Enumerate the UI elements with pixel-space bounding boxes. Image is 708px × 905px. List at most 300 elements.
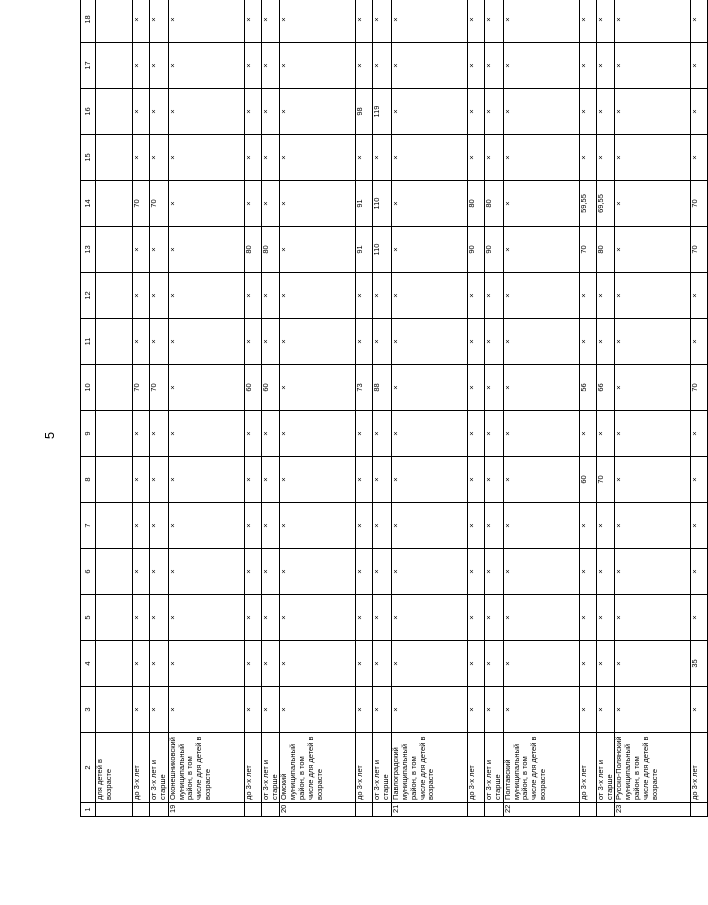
value-cell: × [615, 549, 691, 595]
value-cell: × [244, 181, 261, 227]
value-cell: × [280, 273, 356, 319]
value-cell: × [133, 135, 150, 181]
value-cell: × [392, 273, 468, 319]
row-number-cell: 23 [615, 803, 691, 817]
value-cell: 70 [133, 365, 150, 411]
value-cell: × [615, 503, 691, 549]
value-cell: × [503, 457, 579, 503]
value-cell: × [150, 227, 169, 273]
value-cell: × [392, 365, 468, 411]
value-cell: × [150, 687, 169, 733]
value-cell: × [280, 0, 356, 43]
table-row [150, 0, 169, 817]
row-label-cell: Павлоградский муниципальный район, в том числе для детей в возрасте [392, 733, 468, 803]
value-cell: × [356, 319, 373, 365]
value-cell [96, 549, 133, 595]
value-cell: × [244, 687, 261, 733]
value-cell: × [373, 595, 392, 641]
value-cell: 70 [691, 181, 708, 227]
value-cell: × [503, 0, 579, 43]
value-cell: × [280, 457, 356, 503]
value-cell: 91 [356, 181, 373, 227]
value-cell: × [133, 687, 150, 733]
value-cell: × [392, 411, 468, 457]
value-cell: 110 [373, 181, 392, 227]
table-row [133, 0, 150, 817]
value-cell: × [503, 43, 579, 89]
value-cell: × [468, 549, 485, 595]
value-cell: × [596, 135, 615, 181]
value-cell: × [373, 319, 392, 365]
value-cell: × [468, 365, 485, 411]
value-cell: 66 [596, 365, 615, 411]
value-cell: × [244, 641, 261, 687]
table-row [373, 0, 392, 817]
value-cell: × [691, 273, 708, 319]
value-cell: × [485, 641, 504, 687]
value-cell: × [280, 365, 356, 411]
value-cell: × [133, 549, 150, 595]
value-cell: × [150, 89, 169, 135]
value-cell: × [261, 43, 280, 89]
value-cell: × [468, 319, 485, 365]
table-row [356, 0, 373, 817]
value-cell: × [244, 411, 261, 457]
value-cell: × [356, 411, 373, 457]
value-cell: × [392, 457, 468, 503]
value-cell: × [244, 273, 261, 319]
value-cell: 91 [356, 227, 373, 273]
table-row [261, 0, 280, 817]
row-number-cell: 19 [168, 803, 244, 817]
value-cell: × [468, 457, 485, 503]
value-cell: × [468, 411, 485, 457]
value-cell: 56 [579, 365, 596, 411]
value-cell: × [150, 549, 169, 595]
value-cell: × [280, 43, 356, 89]
value-cell: × [468, 135, 485, 181]
value-cell: × [468, 687, 485, 733]
header-cell: 3 [81, 687, 96, 733]
row-label-cell: Оконешниковский муниципальный район, в том числе для детей в возрасте [168, 733, 244, 803]
row-number-cell [468, 803, 485, 817]
row-number-cell [150, 803, 169, 817]
value-cell: × [691, 0, 708, 43]
value-cell: 98 [356, 89, 373, 135]
value-cell: × [373, 43, 392, 89]
value-cell: 90 [485, 227, 504, 273]
value-cell: × [485, 135, 504, 181]
value-cell: × [503, 319, 579, 365]
header-cell: 1 [81, 803, 96, 817]
value-cell: × [373, 273, 392, 319]
row-label-cell: до 3-х лет [133, 733, 150, 803]
value-cell [96, 0, 133, 43]
value-cell: 70 [596, 457, 615, 503]
value-cell: × [280, 687, 356, 733]
value-cell [96, 687, 133, 733]
value-cell: × [503, 411, 579, 457]
value-cell: × [150, 135, 169, 181]
row-label-cell: до 3-х лет [691, 733, 708, 803]
header-cell: 17 [81, 43, 96, 89]
value-cell: × [244, 457, 261, 503]
value-cell: × [691, 503, 708, 549]
value-cell: × [133, 273, 150, 319]
value-cell: × [691, 595, 708, 641]
value-cell: × [392, 549, 468, 595]
value-cell [96, 135, 133, 181]
value-cell: × [485, 319, 504, 365]
row-label-cell: от 3-х лет и старше [261, 733, 280, 803]
value-cell: × [691, 687, 708, 733]
value-cell: × [392, 227, 468, 273]
header-cell: 5 [81, 595, 96, 641]
value-cell: × [261, 641, 280, 687]
value-cell: × [356, 457, 373, 503]
row-label-cell: от 3-х лет и старше [150, 733, 169, 803]
value-cell: × [596, 595, 615, 641]
value-cell: 70 [150, 181, 169, 227]
value-cell: 73 [356, 365, 373, 411]
row-number-cell [133, 803, 150, 817]
value-cell: 70 [133, 181, 150, 227]
value-cell [96, 457, 133, 503]
table-header-row [81, 0, 96, 817]
value-cell: × [485, 503, 504, 549]
value-cell: × [503, 89, 579, 135]
value-cell: × [503, 181, 579, 227]
value-cell: 70 [579, 227, 596, 273]
value-cell: × [133, 319, 150, 365]
row-label-cell: Русско-Полянский муниципальный район, в том числе для детей в возрасте [615, 733, 691, 803]
value-cell: × [356, 549, 373, 595]
value-cell: 60 [579, 457, 596, 503]
table-row [503, 0, 579, 817]
value-cell: × [596, 549, 615, 595]
value-cell: × [579, 549, 596, 595]
value-cell: × [468, 503, 485, 549]
value-cell: × [150, 0, 169, 43]
value-cell: × [392, 641, 468, 687]
value-cell: × [596, 641, 615, 687]
value-cell: × [691, 135, 708, 181]
value-cell [96, 227, 133, 273]
value-cell: × [392, 43, 468, 89]
header-cell: 13 [81, 227, 96, 273]
header-cell: 9 [81, 411, 96, 457]
value-cell: × [261, 319, 280, 365]
value-cell: × [168, 595, 244, 641]
value-cell: × [579, 595, 596, 641]
value-cell: × [150, 273, 169, 319]
value-cell: × [485, 273, 504, 319]
value-cell: × [392, 503, 468, 549]
value-cell: 35 [691, 641, 708, 687]
value-cell: × [133, 411, 150, 457]
row-number-cell [596, 803, 615, 817]
table-row [691, 0, 708, 817]
value-cell: × [261, 687, 280, 733]
value-cell: × [168, 43, 244, 89]
row-label-cell: Полтавский муниципальный район, в том числе для детей в возрасте [503, 733, 579, 803]
value-cell: × [468, 595, 485, 641]
value-cell: 70 [691, 227, 708, 273]
value-cell: × [691, 89, 708, 135]
value-cell: × [261, 135, 280, 181]
value-cell: × [373, 135, 392, 181]
value-cell: × [261, 411, 280, 457]
value-cell: × [503, 135, 579, 181]
value-cell: × [133, 43, 150, 89]
value-cell: × [356, 595, 373, 641]
table-row [392, 0, 468, 817]
row-label-cell: от 3-х лет и старше [596, 733, 615, 803]
value-cell: × [168, 549, 244, 595]
value-cell: × [596, 89, 615, 135]
value-cell: × [150, 411, 169, 457]
value-cell: × [503, 595, 579, 641]
value-cell: × [596, 411, 615, 457]
value-cell: × [468, 641, 485, 687]
value-cell: × [392, 135, 468, 181]
table-row [615, 0, 691, 817]
row-label-cell: от 3-х лет и старше [373, 733, 392, 803]
value-cell: × [392, 595, 468, 641]
value-cell: × [373, 457, 392, 503]
value-cell: × [485, 457, 504, 503]
value-cell [96, 181, 133, 227]
value-cell: × [579, 273, 596, 319]
table-row [579, 0, 596, 817]
value-cell: × [356, 43, 373, 89]
header-cell: 8 [81, 457, 96, 503]
value-cell: × [503, 273, 579, 319]
table-row [96, 0, 133, 817]
value-cell: × [150, 457, 169, 503]
value-cell: × [615, 89, 691, 135]
value-cell: × [261, 457, 280, 503]
value-cell: × [150, 319, 169, 365]
value-cell [96, 503, 133, 549]
value-cell: × [392, 687, 468, 733]
value-cell: × [485, 687, 504, 733]
value-cell: × [392, 89, 468, 135]
value-cell: × [373, 687, 392, 733]
value-cell: × [503, 503, 579, 549]
value-cell: 80 [244, 227, 261, 273]
value-cell: × [503, 549, 579, 595]
row-number-cell: 22 [503, 803, 579, 817]
value-cell: × [280, 641, 356, 687]
value-cell: × [356, 641, 373, 687]
value-cell: × [150, 43, 169, 89]
value-cell: × [133, 89, 150, 135]
table-row [468, 0, 485, 817]
row-label-cell: для детей в возрасте [96, 733, 133, 803]
value-cell: × [168, 641, 244, 687]
value-cell: × [579, 411, 596, 457]
row-label-cell: от 3-х лет и старше [485, 733, 504, 803]
rotated-table-container [80, 15, 700, 817]
value-cell: 110 [373, 227, 392, 273]
header-cell: 2 [81, 733, 96, 803]
value-cell: × [373, 411, 392, 457]
value-cell: × [596, 43, 615, 89]
value-cell: × [356, 135, 373, 181]
value-cell: × [579, 0, 596, 43]
value-cell: × [615, 181, 691, 227]
value-cell: × [615, 43, 691, 89]
row-number-cell [373, 803, 392, 817]
value-cell: × [280, 135, 356, 181]
page-number: 5 [42, 431, 58, 440]
row-label-cell: до 3-х лет [244, 733, 261, 803]
value-cell: × [691, 549, 708, 595]
value-cell: × [373, 549, 392, 595]
value-cell: × [150, 503, 169, 549]
value-cell: × [261, 503, 280, 549]
value-cell: × [168, 687, 244, 733]
row-number-cell [691, 803, 708, 817]
value-cell: × [615, 135, 691, 181]
value-cell: × [615, 273, 691, 319]
value-cell: × [244, 89, 261, 135]
value-cell: × [485, 0, 504, 43]
value-cell: × [392, 181, 468, 227]
header-cell: 7 [81, 503, 96, 549]
value-cell: × [596, 687, 615, 733]
value-cell: 69,55 [596, 181, 615, 227]
value-cell: × [373, 641, 392, 687]
row-number-cell [261, 803, 280, 817]
value-cell: × [615, 595, 691, 641]
value-cell: × [280, 89, 356, 135]
data-table [80, 0, 708, 817]
row-number-cell: 20 [280, 803, 356, 817]
value-cell [96, 89, 133, 135]
value-cell: × [168, 135, 244, 181]
value-cell: × [579, 89, 596, 135]
row-number-cell [244, 803, 261, 817]
value-cell: × [280, 227, 356, 273]
value-cell [96, 319, 133, 365]
value-cell: × [503, 365, 579, 411]
value-cell: × [356, 687, 373, 733]
row-label-cell: Омский муниципальный район, в том числе для детей в возрасте [280, 733, 356, 803]
value-cell: × [691, 411, 708, 457]
value-cell: × [691, 43, 708, 89]
value-cell: 80 [261, 227, 280, 273]
value-cell: × [133, 595, 150, 641]
header-cell: 14 [81, 181, 96, 227]
value-cell [96, 641, 133, 687]
row-label-cell: до 3-х лет [356, 733, 373, 803]
header-cell: 15 [81, 135, 96, 181]
value-cell [96, 595, 133, 641]
value-cell: × [579, 43, 596, 89]
header-cell: 16 [81, 89, 96, 135]
value-cell: × [615, 641, 691, 687]
row-label-cell: до 3-х лет [579, 733, 596, 803]
value-cell: × [168, 181, 244, 227]
value-cell: × [615, 411, 691, 457]
header-cell: 6 [81, 549, 96, 595]
value-cell: × [615, 687, 691, 733]
value-cell: × [503, 641, 579, 687]
value-cell: × [244, 319, 261, 365]
value-cell: × [503, 687, 579, 733]
value-cell: × [392, 319, 468, 365]
row-label-cell: до 3-х лет [468, 733, 485, 803]
table-row [244, 0, 261, 817]
header-cell: 11 [81, 319, 96, 365]
value-cell: × [373, 0, 392, 43]
value-cell: × [150, 595, 169, 641]
value-cell: × [244, 43, 261, 89]
value-cell: × [356, 273, 373, 319]
value-cell: × [468, 0, 485, 43]
row-number-cell [356, 803, 373, 817]
value-cell: × [168, 503, 244, 549]
value-cell: × [133, 0, 150, 43]
value-cell: 80 [468, 181, 485, 227]
value-cell: × [596, 503, 615, 549]
value-cell: × [596, 319, 615, 365]
value-cell [96, 43, 133, 89]
value-cell: 119 [373, 89, 392, 135]
value-cell: 90 [468, 227, 485, 273]
row-number-cell [579, 803, 596, 817]
value-cell [96, 411, 133, 457]
value-cell: 80 [596, 227, 615, 273]
value-cell: × [261, 595, 280, 641]
value-cell: × [261, 549, 280, 595]
value-cell: 70 [691, 365, 708, 411]
value-cell: × [168, 227, 244, 273]
value-cell: × [356, 0, 373, 43]
value-cell: × [261, 181, 280, 227]
value-cell: × [579, 503, 596, 549]
table-row [168, 0, 244, 817]
table-row [596, 0, 615, 817]
value-cell: × [280, 181, 356, 227]
row-number-cell [96, 803, 133, 817]
value-cell: × [596, 273, 615, 319]
value-cell: × [280, 411, 356, 457]
value-cell: 60 [261, 365, 280, 411]
table-row [280, 0, 356, 817]
value-cell: × [168, 411, 244, 457]
value-cell: × [168, 365, 244, 411]
header-cell: 12 [81, 273, 96, 319]
value-cell: × [468, 273, 485, 319]
value-cell: × [280, 319, 356, 365]
header-cell: 10 [81, 365, 96, 411]
value-cell: × [485, 595, 504, 641]
value-cell: × [244, 135, 261, 181]
value-cell [96, 273, 133, 319]
value-cell: × [579, 319, 596, 365]
value-cell: 59,55 [579, 181, 596, 227]
header-cell: 4 [81, 641, 96, 687]
value-cell: × [168, 89, 244, 135]
row-number-cell: 21 [392, 803, 468, 817]
value-cell: × [261, 0, 280, 43]
value-cell: × [485, 43, 504, 89]
value-cell: × [691, 457, 708, 503]
value-cell: × [485, 411, 504, 457]
